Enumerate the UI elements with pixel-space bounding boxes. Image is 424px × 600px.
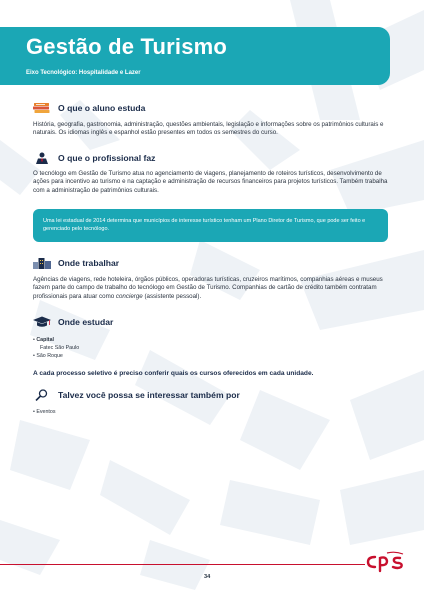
list-item-eventos: • Eventos <box>33 409 56 415</box>
section-title-related: Talvez você possa se interessar também por <box>58 390 240 400</box>
paragraph-studies: História, geografia, gastronomia, administração, questões ambientais, legislação e informações sobre os patrimônios culturais e naturais. Os idiomas inglês e espanhol estão presentes em todos os semestres do curso. <box>33 121 384 137</box>
section-header-professional <box>33 152 155 164</box>
page-subtitle: Eixo Tecnológico: Hospitalidade e Lazer <box>26 70 141 76</box>
page-title: Gestão de Turismo <box>26 34 228 59</box>
paragraph-work: Agências de viagens, rede hoteleira, órgãos públicos, operadoras turísticas, cruzeiros marítimos, companhias aéreas e museus fazem parte do campo de trabalho do tecnólogo em Gestão de Turismo. Companhias de cartão de crédito também contratam profissionais para atuar como concierge (assistente pessoal). <box>33 276 383 300</box>
graduation-cap-icon <box>33 316 51 328</box>
section-header-work <box>33 257 119 269</box>
info-callout-text: Uma lei estadual de 2014 determina que municípios de interesse turístico tenham um Plano Diretor de Turismo, que pode ser feito e gerenciado pelo tecnólogo. <box>43 218 366 232</box>
section-title-work: Onde trabalhar <box>58 258 120 268</box>
cps-logo <box>365 549 409 573</box>
list-item-fatec-sao-paulo: Fatec São Paulo <box>40 345 80 351</box>
section-header-studies <box>33 102 145 114</box>
buildings-icon <box>33 257 51 269</box>
concierge-term: concierge <box>115 292 143 300</box>
page-number: 34 <box>204 574 211 580</box>
books-icon <box>33 102 51 114</box>
section-title-study-where: Onde estudar <box>58 317 114 327</box>
footer-rule <box>0 564 380 565</box>
paragraph-professional: O tecnólogo em Gestão de Turismo atua no agenciamento de viagens, planejamento de roteiros turísticos, desenvolvimento de ações para incentivo ao turismo e na captação e administração de recursos financeiros para projetos turísticos. Também trabalha com a administração de patrimônios culturais. <box>33 170 388 194</box>
section-header-related <box>33 389 240 401</box>
selection-note: A cada processo seletivo é preciso conferir quais os cursos oferecidos em cada unidade. <box>33 370 314 377</box>
list-item-capital: • Capital <box>33 337 54 343</box>
section-title-professional: O que o profissional faz <box>58 153 156 163</box>
professional-icon <box>33 152 51 164</box>
section-header-study-where <box>33 316 113 328</box>
section-title-studies: O que o aluno estuda <box>58 103 146 113</box>
info-callout <box>33 209 388 242</box>
magnifier-icon <box>33 389 51 401</box>
list-item-sao-roque: • São Roque <box>33 353 63 359</box>
